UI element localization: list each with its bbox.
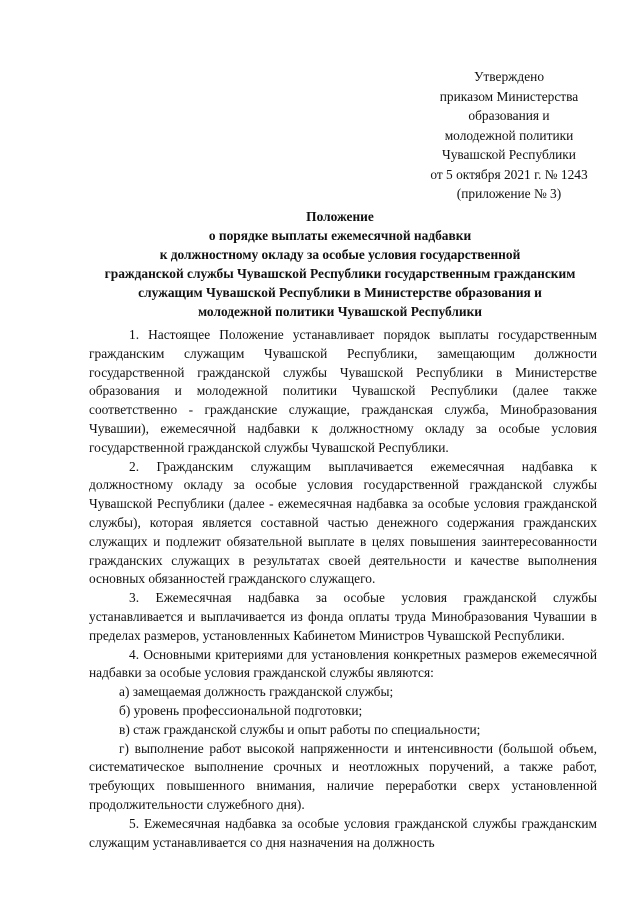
approval-line: молодежной политики	[444, 127, 574, 143]
approval-line: (приложение № 3)	[456, 186, 562, 201]
approval-stamp	[387, 67, 631, 204]
title-line: молодежной политики Чувашской Республики	[197, 304, 483, 319]
criterion-c: в) стаж гражданской службы и опыт работы по специальности;	[119, 721, 481, 737]
approval-line: от 5 октября 2021 г. № 1243	[430, 166, 588, 182]
paragraph-4: 4. Основными критериями для установления конкретных размеров ежемесячной надбавки за особые условия гражданской службы являются:	[89, 646, 597, 681]
document-title	[60, 207, 620, 321]
paragraph-1: 1. Настоящее Положение устанавливает порядок выплаты государственным гражданским служащим Чувашской Республики, замещающим должности государственной гражданской службы Чувашской Республики в Министерстве образования и молодежной политики Чувашской Республики (далее также соответственно - гражданские служащие, гражданская служба, Минобразования Чувашии), ежемесячной надбавки к должностному окладу за особые условия государственной гражданской службы Чувашской Республики.	[89, 327, 597, 455]
title-line: гражданской службы Чувашской Республики государственным гражданским	[104, 266, 576, 281]
title-line: к должностному окладу за особые условия государственной	[159, 247, 521, 262]
criterion-a: а) замещаемая должность гражданской службы;	[119, 684, 394, 700]
approval-line: Утверждено	[473, 69, 545, 84]
title-line: служащим Чувашской Республики в Министерстве образования и	[138, 285, 542, 300]
title-line: Положение	[306, 209, 374, 224]
approval-line: Чувашской Республики	[442, 147, 576, 162]
paragraph-5: 5. Ежемесячная надбавка за особые условия гражданской службы гражданским служащим устанавливается со дня назначения на должность	[89, 815, 597, 850]
paragraph-3: 3. Ежемесячная надбавка за особые условия гражданской службы устанавливается и выплачивается из фонда оплаты труда Минобразования Чувашии в пределах размеров, установленных Кабинетом Министров Чувашской Республики.	[89, 590, 597, 643]
approval-line: приказом Министерства	[439, 88, 579, 104]
approval-line: образования и	[468, 108, 550, 123]
criterion-b: б) уровень профессиональной подготовки;	[119, 702, 363, 718]
criterion-d: г) выполнение работ высокой напряженности и интенсивности (большой объем, систематическое выполнение срочных и неотложных поручений, а также работ, требующих повышенного внимания, наличие переработки сверх установленной продолжительности служебного дня).	[89, 740, 597, 812]
document-body	[89, 326, 597, 852]
paragraph-2: 2. Гражданским служащим выплачивается ежемесячная надбавка к должностному окладу за особые условия государственной гражданской службы Чувашской Республики (далее - ежемесячная надбавка за особые условия гражданской службы), которая является составной частью денежного содержания гражданских служащих и подлежит обязательной выплате в целях повышения заинтересованности гражданских служащих в результатах своей деятельности и качестве выполнения основных обязанностей гражданского служащего.	[89, 458, 597, 587]
title-line: о порядке выплаты ежемесячной надбавки	[208, 228, 472, 243]
